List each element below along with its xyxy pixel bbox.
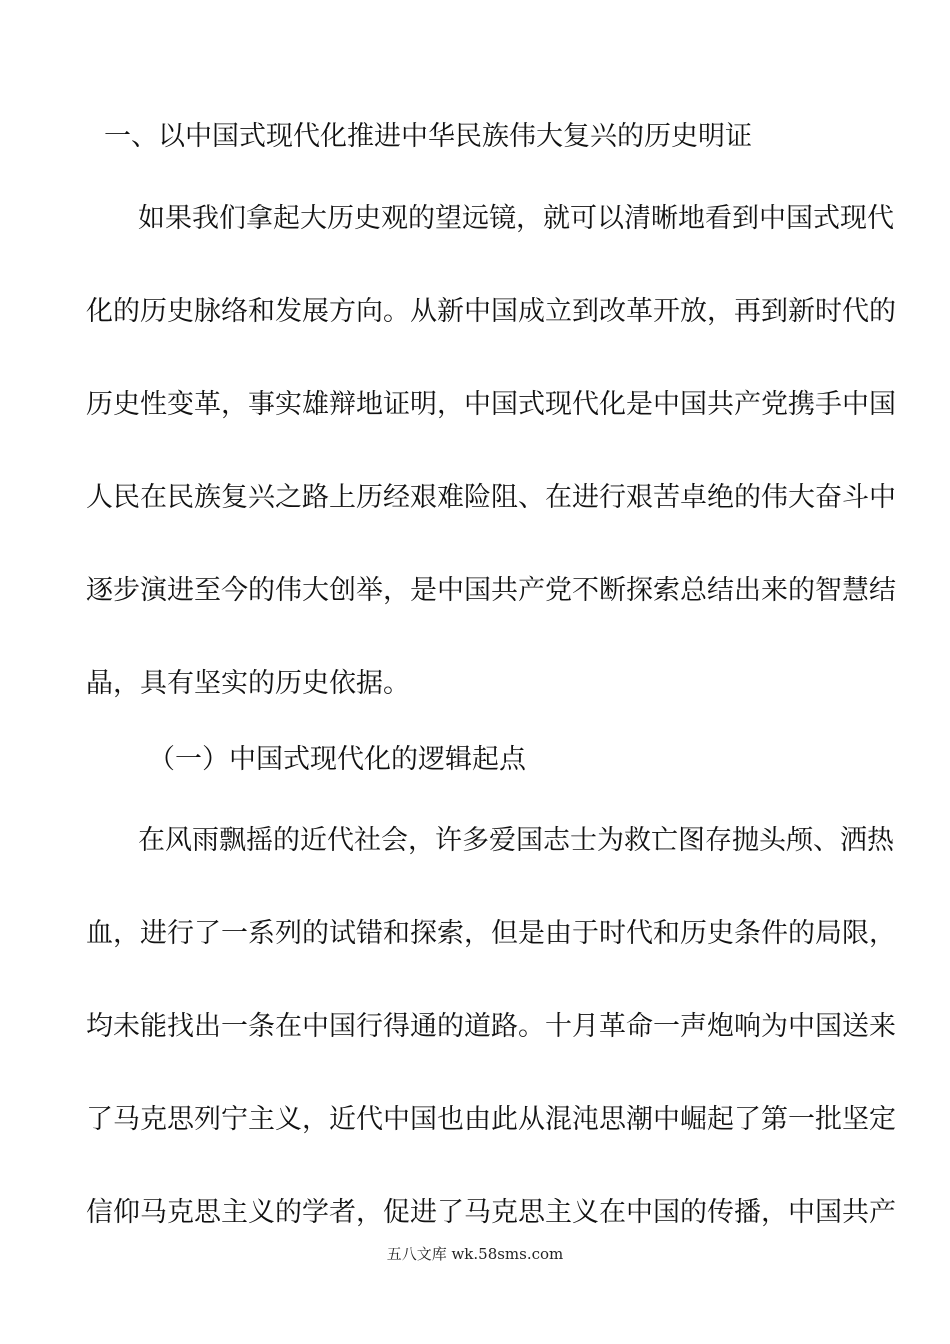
paragraph-line: 了马克思列宁主义，近代中国也由此从混沌思潮中崛起了第一批坚定 xyxy=(86,1104,896,1135)
paragraph-line: 信仰马克思主义的学者，促进了马克思主义在中国的传播，中国共产 xyxy=(86,1197,896,1228)
paragraph-line: 历史性变革，事实雄辩地证明，中国式现代化是中国共产党携手中国 xyxy=(86,389,896,420)
paragraph-line: 晶，具有坚实的历史依据。 xyxy=(86,668,410,699)
paragraph-line: 血，进行了一系列的试错和探索，但是由于时代和历史条件的局限， xyxy=(86,918,896,949)
subsection-heading: （一）中国式现代化的逻辑起点 xyxy=(148,744,526,775)
paragraph-line: 人民在民族复兴之路上历经艰难险阻、在进行艰苦卓绝的伟大奋斗中 xyxy=(86,482,896,513)
paragraph-line: 在风雨飘摇的近代社会，许多爱国志士为救亡图存抛头颅、洒热 xyxy=(138,825,894,856)
section-heading: 一、以中国式现代化推进中华民族伟大复兴的历史明证 xyxy=(104,121,752,152)
footer-watermark: 五八文库 wk.58sms.com xyxy=(386,1245,564,1263)
paragraph-line: 化的历史脉络和发展方向。从新中国成立到改革开放，再到新时代的 xyxy=(86,296,896,327)
paragraph-line: 均未能找出一条在中国行得通的道路。十月革命一声炮响为中国送来 xyxy=(86,1011,896,1042)
paragraph-line: 如果我们拿起大历史观的望远镜，就可以清晰地看到中国式现代 xyxy=(138,203,894,234)
paragraph-line: 逐步演进至今的伟大创举，是中国共产党不断探索总结出来的智慧结 xyxy=(86,575,896,606)
